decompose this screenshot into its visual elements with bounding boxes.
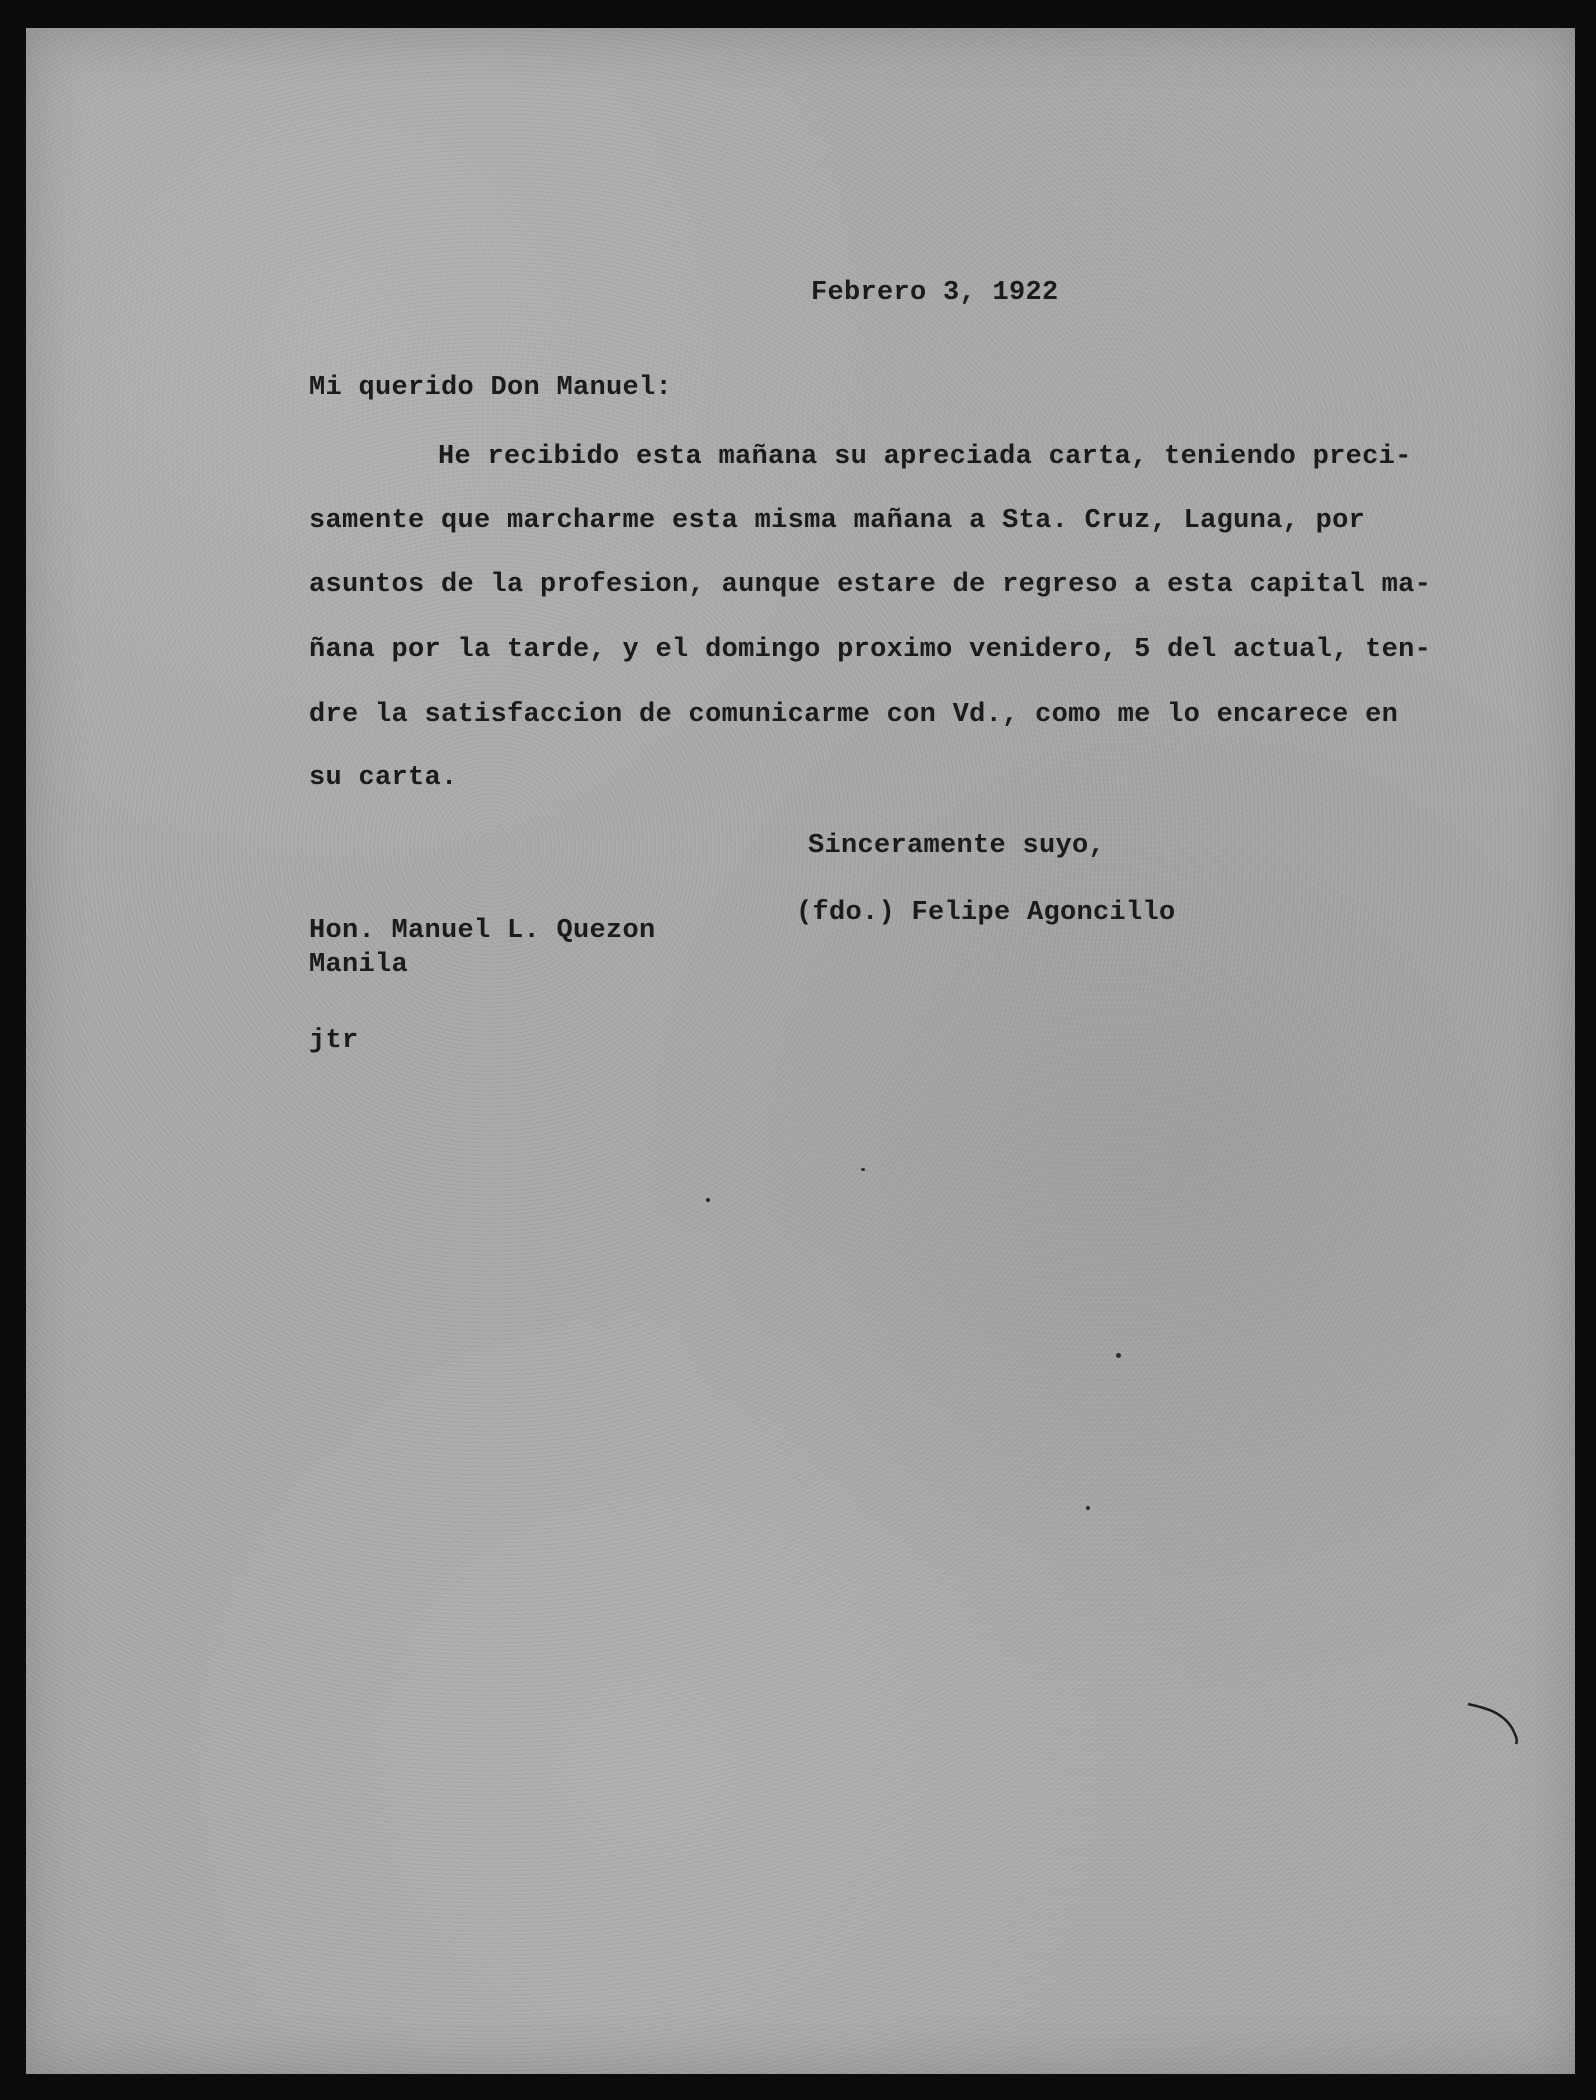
- recipient-name: Hon. Manuel L. Quezon: [309, 916, 656, 946]
- typist-initials: jtr: [309, 1026, 359, 1056]
- salutation: Mi querido Don Manuel:: [309, 373, 673, 403]
- body-line: asuntos de la profesion, aunque estare de regreso a esta capital ma-: [309, 570, 1432, 600]
- letter-page: [26, 28, 1575, 2074]
- closing: Sinceramente suyo,: [808, 831, 1106, 861]
- signature: (fdo.) Felipe Agoncillo: [796, 898, 1176, 928]
- body-line: dre la satisfaccion de comunicarme con Vd., como me lo encarece en: [309, 700, 1399, 730]
- scan-speck: [706, 1198, 710, 1202]
- scan-speck: [1086, 1506, 1090, 1510]
- letter-date: Febrero 3, 1922: [811, 278, 1059, 308]
- scan-speck: [1116, 1353, 1121, 1358]
- body-line: ñana por la tarde, y el domingo proximo venidero, 5 del actual, ten-: [309, 635, 1432, 665]
- scan-hair-mark: [1466, 1668, 1546, 1748]
- recipient-city: Manila: [309, 950, 409, 980]
- scan-speck: [861, 1168, 865, 1171]
- body-line: He recibido esta mañana su apreciada carta, teniendo preci-: [438, 442, 1412, 472]
- body-line: su carta.: [309, 763, 458, 793]
- body-line: samente que marcharme esta misma mañana a Sta. Cruz, Laguna, por: [309, 506, 1366, 536]
